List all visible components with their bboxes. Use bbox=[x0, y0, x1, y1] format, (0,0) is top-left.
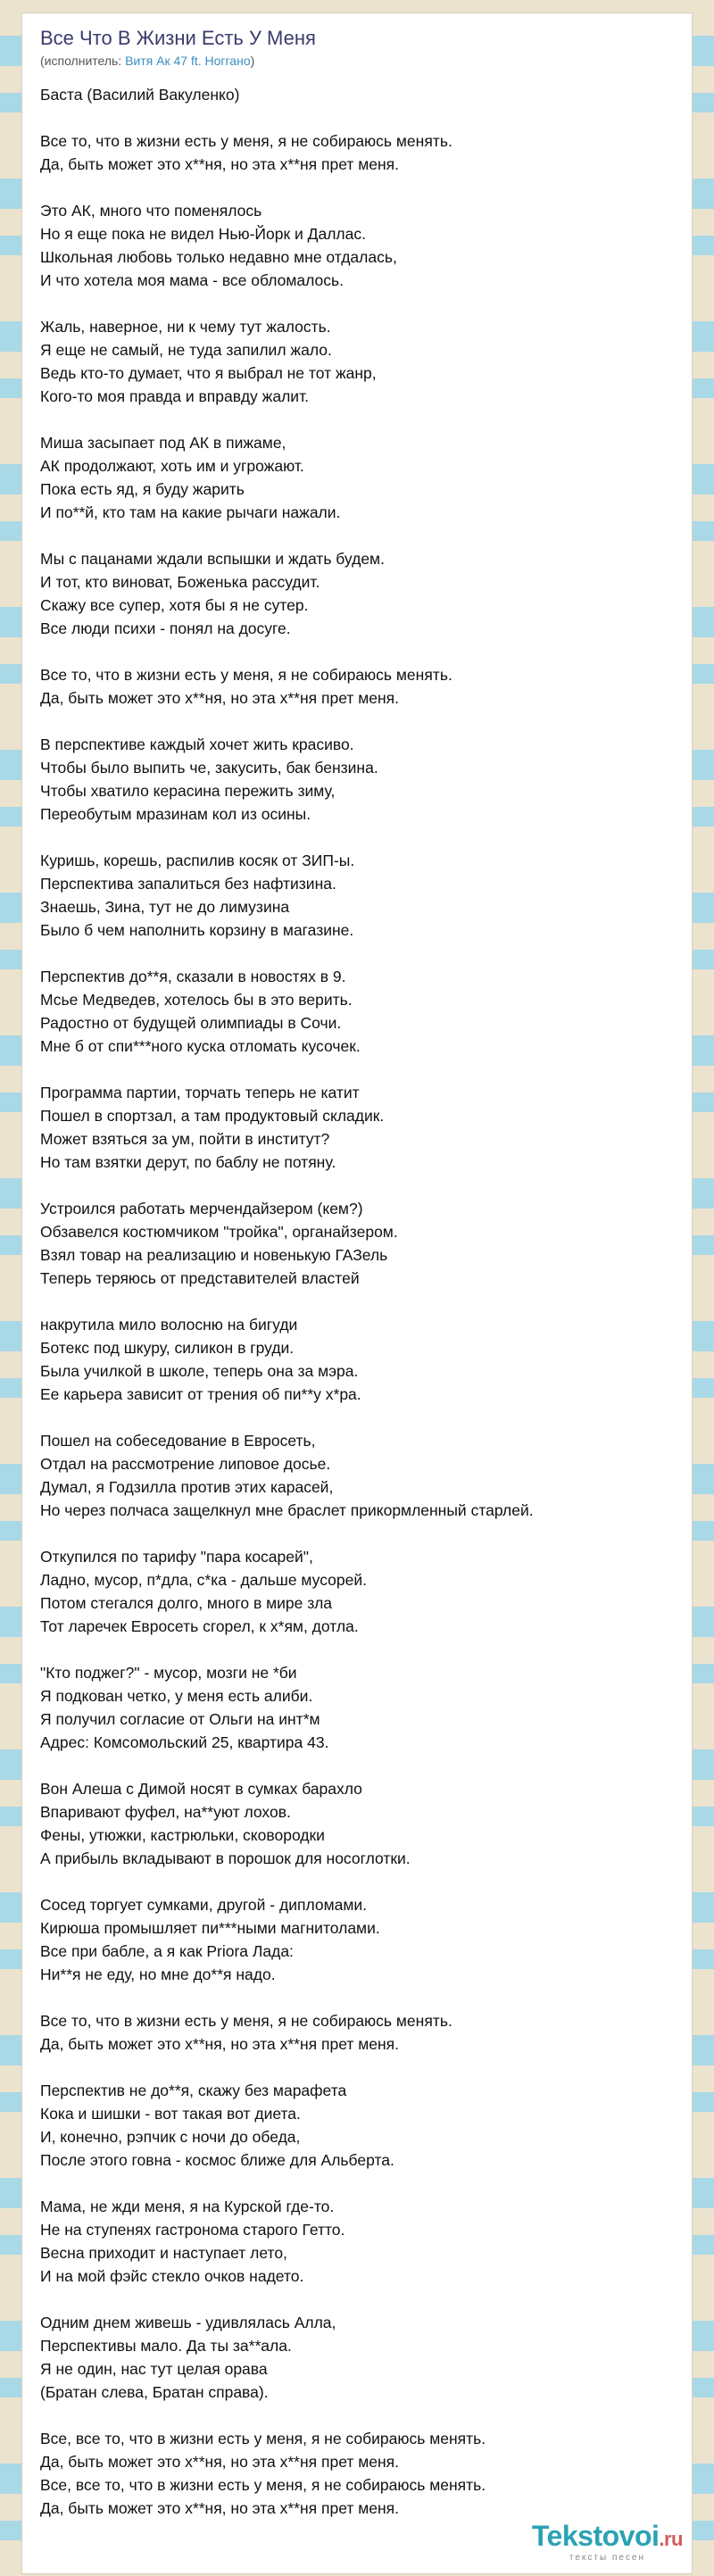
performer-prefix: (исполнитель: bbox=[40, 54, 126, 68]
lyrics-card bbox=[21, 12, 693, 2574]
lyrics-blank-line bbox=[40, 826, 692, 849]
lyrics-blank-line bbox=[40, 1522, 692, 1545]
lyrics-line: Кого-то моя правда и вправду жалит. bbox=[40, 387, 310, 405]
lyrics-line: Но через полчаса защелкнул мне браслет прикормленный старлей. bbox=[40, 1501, 534, 1519]
lyrics-blank-line bbox=[40, 1754, 692, 1777]
lyrics-blank-line bbox=[40, 1406, 692, 1429]
lyrics-line: Все то, что в жизни есть у меня, я не собираюсь менять. bbox=[40, 666, 452, 684]
lyrics-line: Обзавелся костюмчиком "тройка", органайзером. bbox=[40, 1223, 398, 1241]
lyrics-blank-line bbox=[40, 942, 692, 965]
lyrics-line: Ее карьера зависит от трения об пи**у х*ра. bbox=[40, 1385, 361, 1403]
lyrics-line: Все, все то, что в жизни есть у меня, я не собираюсь менять. bbox=[40, 2476, 486, 2494]
lyrics-line: Отдал на рассмотрение липовое досье. bbox=[40, 1455, 331, 1473]
lyrics-line: Я получил согласие от Ольги на инт*м bbox=[40, 1710, 320, 1728]
lyrics-line: Откупился по тарифу "пара косарей", bbox=[40, 1548, 313, 1566]
logo-tld: .ru bbox=[659, 2528, 683, 2550]
performer-line bbox=[40, 53, 692, 69]
lyrics-blank-line bbox=[40, 1174, 692, 1197]
lyrics-line: Ладно, мусор, п*дла, с*ка - дальше мусорей. bbox=[40, 1571, 367, 1589]
lyrics-blank-line bbox=[40, 710, 692, 733]
lyrics-line: Перспектив до**я, сказали в новостях в 9. bbox=[40, 968, 346, 985]
lyrics-blank-line bbox=[40, 176, 692, 199]
lyrics-line: Чтобы хватило керасина пережить зиму, bbox=[40, 782, 336, 800]
lyrics-line: Переобутым мразинам кол из осины. bbox=[40, 805, 311, 823]
lyrics-line: Пошел в спортзал, а там продуктовый складик. bbox=[40, 1107, 385, 1125]
lyrics-line: И на мой фэйс стекло очков надето. bbox=[40, 2267, 304, 2285]
performer-link[interactable]: Витя Ак 47 ft. Ноггано bbox=[125, 54, 251, 68]
lyrics-line: Все то, что в жизни есть у меня, я не собираюсь менять. bbox=[40, 2012, 452, 2030]
lyrics-line: Знаешь, Зина, тут не до лимузина bbox=[40, 898, 290, 916]
lyrics-line: Я подкован четко, у меня есть алиби. bbox=[40, 1687, 313, 1705]
song-title: Все Что В Жизни Есть У Меня bbox=[40, 27, 316, 49]
lyrics-line: И тот, кто виноват, Боженька рассудит. bbox=[40, 573, 320, 591]
lyrics-line: Пошел на собеседование в Евросеть, bbox=[40, 1432, 316, 1450]
lyrics-line: Может взяться за ум, пойти в институт? bbox=[40, 1130, 330, 1148]
lyrics-line: Адрес: Комсомольский 25, квартира 43. bbox=[40, 1733, 329, 1751]
lyrics-line: Да, быть может это х**ня, но эта х**ня прет меня. bbox=[40, 155, 399, 173]
lyrics-line: И по**й, кто там на какие рычаги нажали. bbox=[40, 503, 341, 521]
lyrics-line: Пока есть яд, я буду жарить bbox=[40, 480, 245, 498]
lyrics-line: Устроился работать мерчендайзером (кем?) bbox=[40, 1200, 363, 1217]
lyrics-blank-line bbox=[40, 2172, 692, 2195]
lyrics-line: Впаривают фуфел, на**уют лохов. bbox=[40, 1803, 291, 1821]
lyrics-line: Это АК, много что поменялось bbox=[40, 202, 262, 220]
lyrics-line: Одним днем живешь - удивлялась Алла, bbox=[40, 2314, 336, 2331]
lyrics-blank-line bbox=[40, 1058, 692, 1081]
lyrics-line: Мсье Медведев, хотелось бы в это верить. bbox=[40, 991, 353, 1009]
lyrics-line: Теперь теряюсь от представителей властей bbox=[40, 1269, 360, 1287]
lyrics-line: Фены, утюжки, кастрюльки, сковородки bbox=[40, 1826, 325, 1844]
lyrics-blank-line bbox=[40, 1290, 692, 1313]
lyrics-line: Было б чем наполнить корзину в магазине. bbox=[40, 921, 354, 939]
lyrics-line: Мы с пацанами ждали вспышки и ждать будем. bbox=[40, 550, 385, 568]
lyrics-line: И что хотела моя мама - все обломалось. bbox=[40, 271, 345, 289]
lyrics-line: Вон Алеша с Димой носят в сумках барахло bbox=[40, 1780, 362, 1798]
performer-suffix: ) bbox=[250, 54, 255, 68]
lyrics-line: Ботекс под шкуру, силикон в груди. bbox=[40, 1339, 295, 1357]
lyrics-line: Все люди психи - понял на досуге. bbox=[40, 619, 291, 637]
lyrics-blank-line bbox=[40, 2404, 692, 2427]
lyrics-line: После этого говна - космос ближе для Альберта. bbox=[40, 2151, 394, 2169]
lyrics-line: Кока и шишки - вот такая вот диета. bbox=[40, 2105, 301, 2123]
lyrics-line: (Братан слева, Братан справа). bbox=[40, 2383, 269, 2401]
lyrics-line: Все при бабле, а я как Priora Лада: bbox=[40, 1942, 294, 1960]
logo-name: Tekstovoi bbox=[531, 2520, 660, 2552]
lyrics-blank-line bbox=[40, 2056, 692, 2079]
lyrics-blank-line bbox=[40, 106, 692, 129]
lyrics-line: Перспектива запалиться без нафтизина. bbox=[40, 875, 336, 893]
lyrics-line: Весна приходит и наступает лето, bbox=[40, 2244, 287, 2262]
lyrics-line: Баста (Василий Вакуленко) bbox=[40, 86, 240, 104]
lyrics-line: Школьная любовь только недавно мне отдалась, bbox=[40, 248, 397, 266]
lyrics-line: Перспектив не до**я, скажу без марафета bbox=[40, 2082, 347, 2099]
lyrics-line: Миша засыпает под АК в пижаме, bbox=[40, 434, 286, 452]
lyrics-blank-line bbox=[40, 1638, 692, 1661]
lyrics-line: Мне б от спи***ного куска отломать кусочек. bbox=[40, 1037, 361, 1055]
lyrics-line: Перспективы мало. Да ты за**ала. bbox=[40, 2337, 292, 2355]
lyrics-line: Тот ларечек Евросеть сгорел, к х*ям, дотла. bbox=[40, 1617, 359, 1635]
lyrics-line: Взял товар на реализацию и новенькую ГАЗель bbox=[40, 1246, 388, 1264]
lyrics-line: В перспективе каждый хочет жить красиво. bbox=[40, 735, 354, 753]
lyrics-blank-line bbox=[40, 292, 692, 315]
lyrics-line: АК продолжают, хоть им и угрожают. bbox=[40, 457, 304, 475]
lyrics-blank-line bbox=[40, 1870, 692, 1893]
lyrics-line: "Кто поджег?" - мусор, мозги не *би bbox=[40, 1664, 297, 1682]
lyrics-line: Чтобы было выпить че, закусить, бак бензина. bbox=[40, 759, 378, 777]
lyrics-line: Но там взятки дерут, по баблу не потяну. bbox=[40, 1153, 336, 1171]
lyrics-line: Все то, что в жизни есть у меня, я не собираюсь менять. bbox=[40, 132, 452, 150]
lyrics-blank-line bbox=[40, 640, 692, 663]
lyrics-line: Радостно от будущей олимпиады в Сочи. bbox=[40, 1014, 342, 1032]
lyrics-blank-line bbox=[40, 2288, 692, 2311]
lyrics-line: Все, все то, что в жизни есть у меня, я не собираюсь менять. bbox=[40, 2430, 486, 2447]
lyrics-line: А прибыль вкладывают в порошок для носоглотки. bbox=[40, 1849, 411, 1867]
lyrics-line: Думал, я Годзилла против этих карасей, bbox=[40, 1478, 334, 1496]
lyrics-line: Жаль, наверное, ни к чему тут жалость. bbox=[40, 318, 331, 336]
site-logo[interactable] bbox=[532, 2521, 683, 2563]
logo-tagline: тексты песен bbox=[569, 2553, 645, 2563]
lyrics-blank-line bbox=[40, 524, 692, 547]
lyrics-line: Не на ступенях гастронома старого Гетто. bbox=[40, 2221, 345, 2239]
lyrics-text bbox=[40, 83, 692, 2520]
lyrics-line: И, конечно, рэпчик с ночи до обеда, bbox=[40, 2128, 301, 2146]
lyrics-line: Я не один, нас тут целая орава bbox=[40, 2360, 268, 2378]
lyrics-line: Но я еще пока не видел Нью-Йорк и Даллас. bbox=[40, 225, 366, 243]
lyrics-line: Мама, не жди меня, я на Курской где-то. bbox=[40, 2198, 335, 2215]
lyrics-line: Я еще не самый, не туда запилил жало. bbox=[40, 341, 332, 359]
lyrics-line: Ведь кто-то думает, что я выбрал не тот жанр, bbox=[40, 364, 377, 382]
lyrics-line: Да, быть может это х**ня, но эта х**ня прет меня. bbox=[40, 689, 399, 707]
lyrics-line: Программа партии, торчать теперь не катит bbox=[40, 1084, 360, 1101]
lyrics-line: Да, быть может это х**ня, но эта х**ня прет меня. bbox=[40, 2499, 399, 2517]
lyrics-line: Да, быть может это х**ня, но эта х**ня прет меня. bbox=[40, 2035, 399, 2053]
lyrics-line: накрутила мило волосню на бигуди bbox=[40, 1316, 298, 1334]
lyrics-line: Была училкой в школе, теперь она за мэра. bbox=[40, 1362, 359, 1380]
lyrics-line: Сосед торгует сумками, другой - дипломами. bbox=[40, 1896, 368, 1914]
lyrics-line: Кирюша промышляет пи***ными магнитолами. bbox=[40, 1919, 380, 1937]
lyrics-blank-line bbox=[40, 1986, 692, 2009]
lyrics-blank-line bbox=[40, 408, 692, 431]
lyrics-line: Ни**я не еду, но мне до**я надо. bbox=[40, 1965, 276, 1983]
lyrics-line: Да, быть может это х**ня, но эта х**ня прет меня. bbox=[40, 2453, 399, 2471]
lyrics-line: Куришь, корешь, распилив косяк от ЗИП-ы. bbox=[40, 852, 355, 869]
lyrics-line: Скажу все супер, хотя бы я не сутер. bbox=[40, 596, 309, 614]
lyrics-line: Потом стегался долго, много в мире зла bbox=[40, 1594, 333, 1612]
